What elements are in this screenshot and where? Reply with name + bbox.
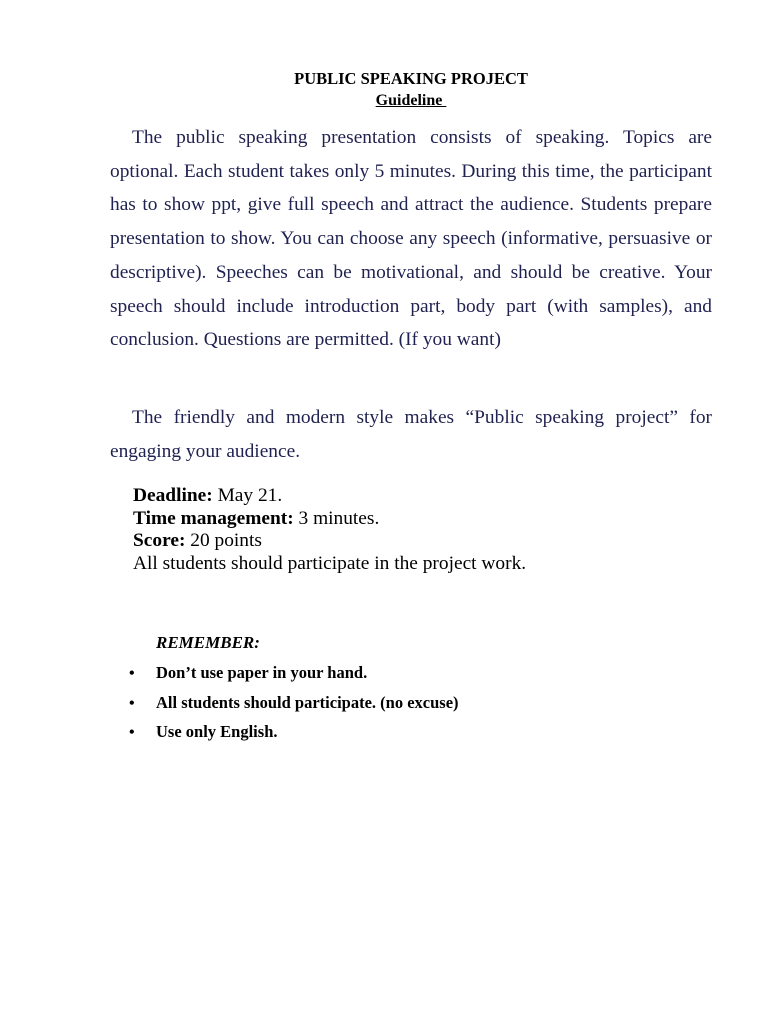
list-item: [129, 661, 459, 691]
remember-heading: REMEMBER:: [156, 633, 260, 652]
deadline-line: [133, 485, 733, 508]
remember-list: [129, 661, 459, 750]
list-item-text: Use only English.: [156, 722, 278, 741]
bullet-icon: •: [129, 694, 135, 712]
score-line: [133, 530, 733, 553]
time-management-label: Time management:: [133, 507, 294, 529]
deadline-value: May 21.: [212, 485, 283, 506]
document-subtitle: Guideline: [375, 92, 447, 109]
participation-note: All students should participate in the project work.: [133, 552, 527, 574]
document-title: PUBLIC SPEAKING PROJECT: [294, 69, 528, 88]
list-item: [129, 720, 459, 750]
time-management-line: [133, 508, 733, 531]
description-paragraph: The public speaking presentation consists of speaking. Topics are optional. Each student takes only 5 minutes. During this time, the participant has to show ppt, give full speech and attract the audience. Students prepare presentation to show. You can choose any speech (informative, persuasive or descriptive). Speeches can be motivational, and should be creative. Your speech should include introduction part, body part (with samples), and conclusion. Questions are permitted. (If you want): [110, 127, 712, 351]
style-paragraph: The friendly and modern style makes “Public speaking project” for engaging your audience.: [110, 407, 712, 462]
deadline-label: Deadline:: [133, 485, 213, 506]
list-item-text: Don’t use paper in your hand.: [156, 663, 368, 682]
time-management-value: 3 minutes.: [293, 507, 380, 529]
score-label: Score:: [133, 530, 186, 552]
bullet-icon: •: [129, 724, 135, 741]
list-item-text: All students should participate. (no excuse): [156, 692, 459, 712]
score-value: 20 points: [185, 530, 262, 552]
list-item: [129, 691, 459, 721]
bullet-icon: •: [129, 665, 135, 682]
project-info: [133, 485, 733, 575]
